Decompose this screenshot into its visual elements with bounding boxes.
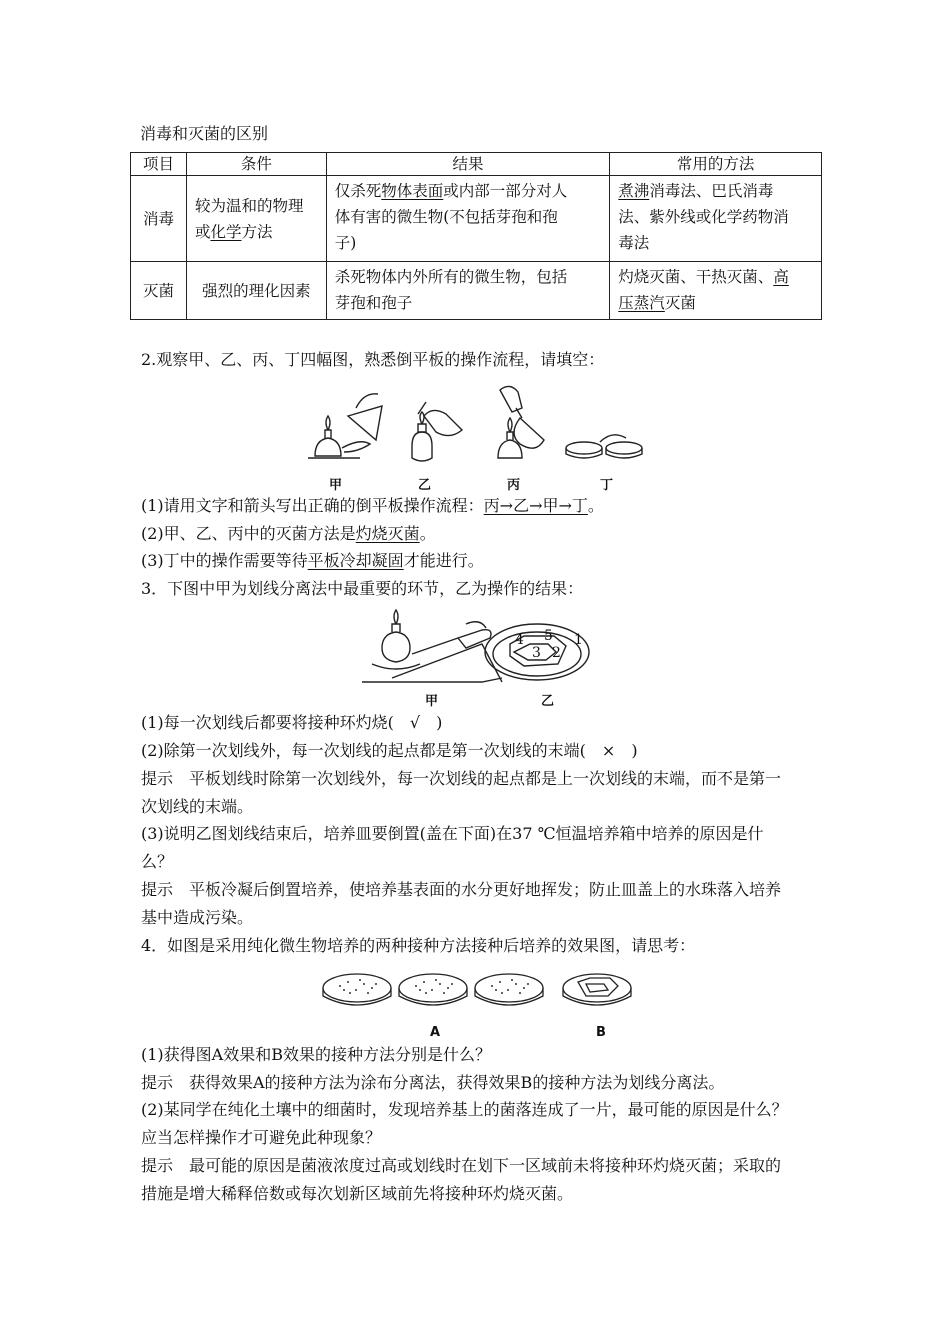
q3-sub1: (1)每一次划线后都要将接种环灼烧( √ ) bbox=[141, 713, 443, 732]
q4-sub2-line2: 应当怎样操作才可避免此种现象？ bbox=[141, 1128, 382, 1147]
fig2-label-bing: 丙 bbox=[507, 478, 521, 493]
header-condition: 条件 bbox=[186, 153, 326, 176]
dish-number-1: 1 bbox=[574, 632, 583, 648]
cond-line-1: 较为温和的物理 bbox=[194, 196, 304, 215]
fig2-label-ding: 丁 bbox=[600, 478, 614, 493]
q2-sub3-tail: 才能进行。 bbox=[403, 551, 484, 570]
cond-text: 或 bbox=[194, 222, 211, 241]
cell-condition: 强烈的理化因素 bbox=[186, 262, 326, 320]
q2-sub1-answer: 丙→乙→甲→丁 bbox=[483, 496, 588, 515]
culture-dishes-figure bbox=[320, 966, 640, 1022]
q3-hint1-line1: 提示 平板划线时除第一次划线外，每一次划线的起点都是上一次划线的末端，而不是第一 bbox=[141, 769, 782, 788]
method-line-2: 法、紫外线或化学药物消 bbox=[618, 208, 789, 226]
res-text-tail: 或内部一部分对人 bbox=[443, 182, 568, 200]
q4-hint2-line2: 措施是增大稀释倍数或每次划新区域前先将接种环灼烧灭菌。 bbox=[141, 1184, 574, 1203]
cell-result bbox=[326, 262, 610, 320]
dish-number-4: 4 bbox=[515, 632, 524, 648]
q3-hint2-line2: 基中造成污染。 bbox=[141, 908, 254, 927]
q3-sub3-line1: (3)说明乙图划线结束后，培养皿要倒置(盖在下面)在37 ℃恒温培养箱中培养的原因是什 bbox=[141, 824, 764, 843]
q2-sub2-text: (2)甲、乙、丙中的灭菌方法是 bbox=[141, 524, 356, 543]
table-row-disinfection bbox=[131, 176, 822, 262]
fig2-label-jia: 甲 bbox=[329, 478, 343, 493]
method-answer: 煮沸 bbox=[618, 182, 650, 200]
table-title: 消毒和灭菌的区别 bbox=[140, 124, 269, 143]
res-line-3: 子) bbox=[334, 234, 357, 252]
q2-sub3-text: (3)丁中的操作需要等待 bbox=[141, 551, 308, 570]
method-answer: 压蒸汽 bbox=[618, 294, 665, 312]
res-answer: 物体表面 bbox=[381, 182, 444, 200]
header-item: 项目 bbox=[131, 153, 187, 176]
res-text: 仅杀死 bbox=[334, 182, 382, 200]
q2-sub3-answer: 平板冷却凝固 bbox=[307, 551, 404, 570]
table-row-sterilization bbox=[131, 262, 822, 320]
method-text: 消毒法、巴氏消毒 bbox=[649, 182, 774, 200]
cell-item: 灭菌 bbox=[131, 262, 187, 320]
header-methods: 常用的方法 bbox=[610, 153, 822, 176]
q2-sub3 bbox=[141, 551, 484, 571]
method-text: 灭菌 bbox=[664, 294, 696, 312]
fig3-label-yi: 乙 bbox=[541, 694, 555, 709]
method-line-1 bbox=[618, 178, 813, 204]
q2-sub2-tail: 。 bbox=[419, 524, 436, 543]
q3-hint2-line1: 提示 平板冷凝后倒置培养，使培养基表面的水分更好地挥发；防止皿盖上的水珠落入培养 bbox=[141, 880, 782, 899]
q3-sub3-line2: 么？ bbox=[141, 852, 174, 871]
dish-number-2: 2 bbox=[552, 645, 561, 661]
method-line-1 bbox=[618, 264, 813, 290]
q3-sub2: (2)除第一次划线外，每一次划线的起点都是第一次划线的末端( × ) bbox=[141, 741, 638, 760]
fig4-label-b: B bbox=[596, 1025, 606, 1040]
q2-sub1-tail: 。 bbox=[587, 496, 604, 515]
header-result: 结果 bbox=[326, 153, 610, 176]
comparison-table bbox=[130, 152, 822, 320]
dish-number-3: 3 bbox=[532, 645, 541, 661]
res-line-1: 杀死物体内外所有的微生物，包括 bbox=[334, 268, 568, 286]
q2-sub2 bbox=[141, 524, 436, 544]
method-line-3: 毒法 bbox=[618, 234, 650, 252]
table-header-row bbox=[131, 153, 822, 176]
q4-hint2-line1: 提示 最可能的原因是菌液浓度过高或划线时在划下一区域前未将接种环灼烧灭菌；采取的 bbox=[141, 1156, 782, 1175]
cell-methods bbox=[610, 262, 822, 320]
q3-hint1-line2: 次划线的末端。 bbox=[141, 797, 254, 816]
cell-condition bbox=[186, 176, 326, 262]
res-line-2: 体有害的微生物(不包括芽孢和孢 bbox=[334, 208, 558, 226]
q4-stem: 4．如图是采用纯化微生物培养的两种接种方法接种后培养的效果图，请思考： bbox=[141, 936, 696, 955]
cell-result bbox=[326, 176, 610, 262]
q2-sub1-text: (1)请用文字和箭头写出正确的倒平板操作流程： bbox=[141, 496, 484, 515]
res-line-1 bbox=[335, 178, 602, 204]
fig4-label-a: A bbox=[430, 1025, 441, 1040]
cond-line-2 bbox=[195, 219, 318, 245]
cell-item: 消毒 bbox=[131, 176, 187, 262]
method-answer: 高 bbox=[773, 268, 789, 286]
dish-number-5: 5 bbox=[544, 628, 553, 644]
q4-hint1: 提示 获得效果A的接种方法为涂布分离法，获得效果B的接种方法为划线分离法。 bbox=[141, 1073, 725, 1092]
q2-sub2-answer: 灼烧灭菌 bbox=[355, 524, 420, 543]
fig2-label-yi: 乙 bbox=[418, 478, 432, 493]
method-text: 灼烧灭菌、干热灭菌、 bbox=[618, 268, 774, 286]
cell-methods bbox=[610, 176, 822, 262]
q2-stem: 2.观察甲、乙、丙、丁四幅图，熟悉倒平板的操作流程，请填空： bbox=[141, 350, 605, 369]
pour-plate-figure bbox=[300, 378, 640, 488]
q4-sub2-line1: (2)某同学在纯化土壤中的细菌时，发现培养基上的菌落连成了一片，最可能的原因是什么？ bbox=[141, 1100, 788, 1119]
cond-text-tail: 方法 bbox=[241, 222, 273, 241]
cond-answer: 化学 bbox=[210, 222, 242, 241]
q2-sub1 bbox=[141, 496, 604, 516]
q4-sub1: (1)获得图A效果和B效果的接种方法分别是什么？ bbox=[141, 1045, 491, 1064]
fig3-label-jia: 甲 bbox=[425, 694, 439, 709]
method-line-2 bbox=[618, 290, 813, 316]
q3-stem: 3．下图中甲为划线分离法中最重要的环节，乙为操作的结果： bbox=[141, 579, 584, 598]
res-line-2: 芽孢和孢子 bbox=[334, 294, 413, 312]
